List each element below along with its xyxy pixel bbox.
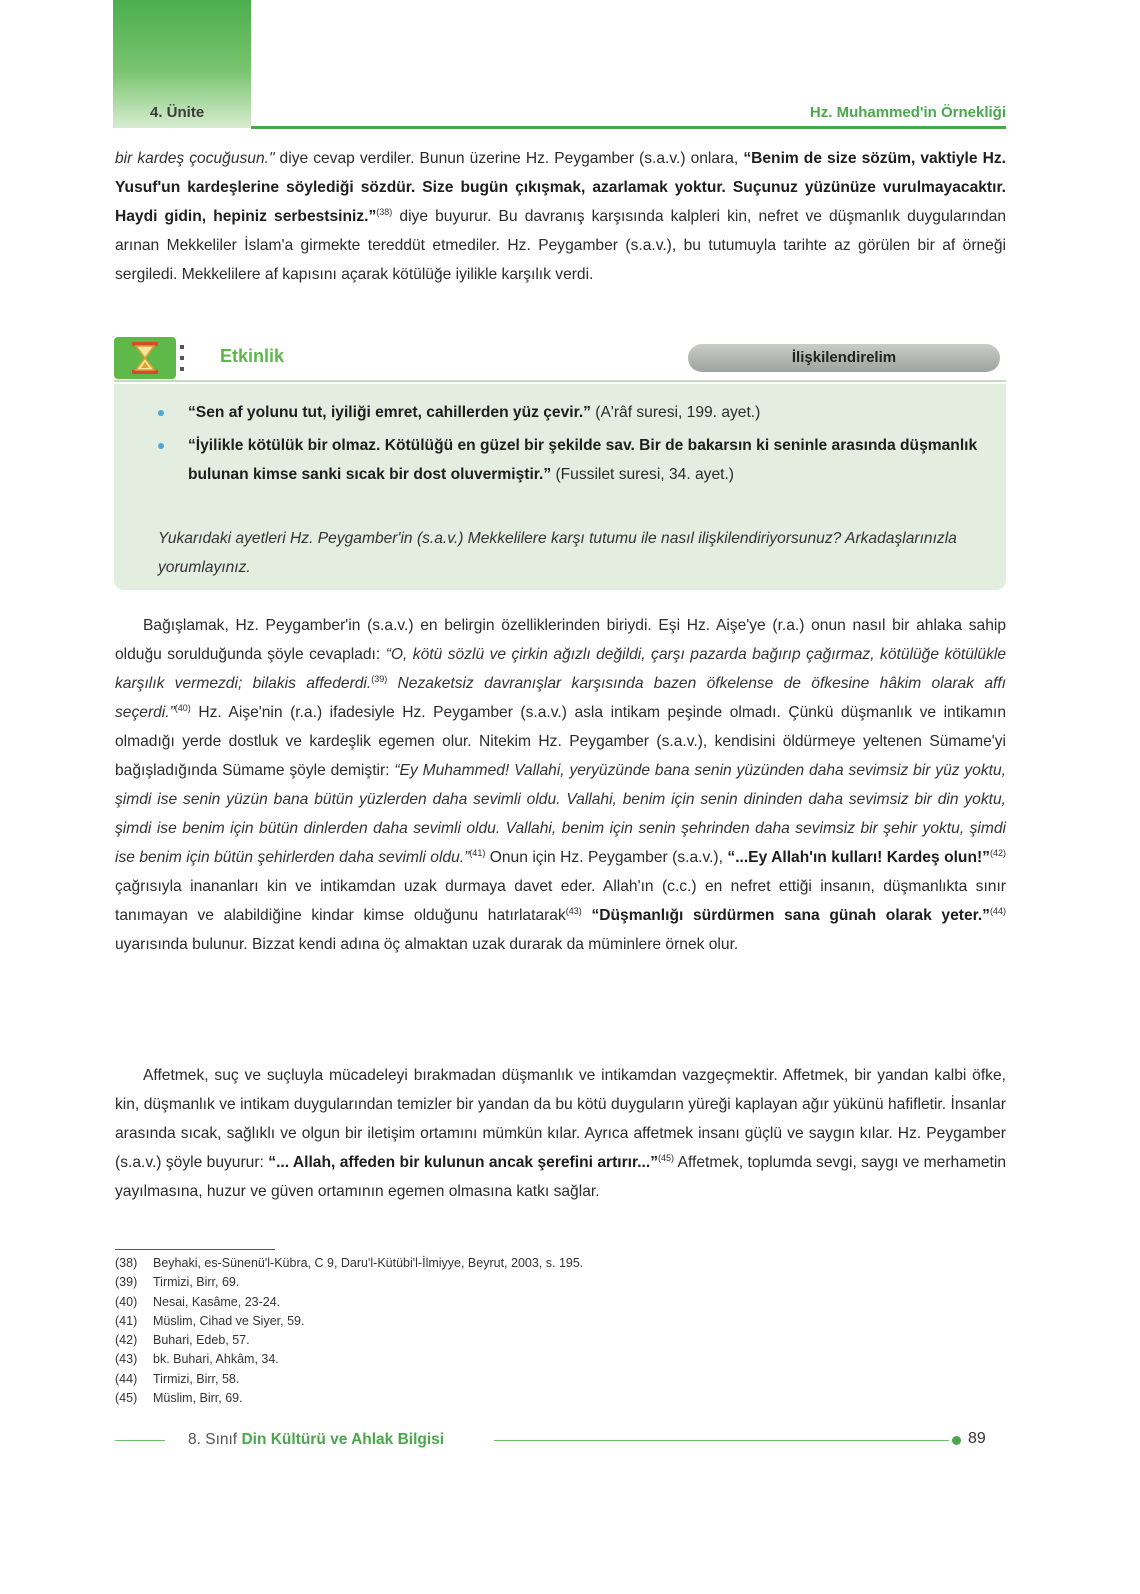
verse-text: “Sen af yolunu tut, iyiliği emret, cahillerden yüz çevir.” [188,404,591,421]
hadith-quote: “... Allah, affeden bir kulunun ancak şerefini artırır...” [268,1154,658,1171]
header-divider [251,126,1006,129]
text-run: Affetmek, suç ve suçluyla mücadeleyi bırakmadan düşmanlık ve intikamdan vazgeçmektir. Affetmek, bir yandan kalbi öfke, kin, düşmanlık ve intikam duygularından temizler bir yandan da bu kötü duyguların yüreği kaplayan ağır yükünü hafifletir. İnsanlar arasında sıcak, sağlıklı ve olgun bir iletişim ortamını mümkün kılar. Ayrıca affetmek insanı güçlü ve saygın kılar. Hz. Peygamber (s.a.v.) şöyle buyurur: [115,1067,1006,1171]
footer-title [188,1431,444,1449]
page-number: 89 [968,1430,986,1447]
list-item [114,431,1006,489]
activity-title: Etkinlik [220,346,285,366]
footnote-item: (41) Müslim, Cihad ve Siyer, 59. [115,1313,305,1328]
hadith-quote: “...Ey Allah'ın kulları! Kardeş olun!” [727,849,990,866]
dots-icon [180,345,188,371]
chapter-title: Hz. Muhammed'in Örnekliği [809,104,1006,121]
quote-aisha: “O, kötü sözlü ve çirkin ağızlı değildi, çarşı pazarda bağırıp çağırmaz, kötülüğe kötülükle karşılık vermezdi; bilakis affederdi. [115,646,1006,692]
text-run: diye cevap verdiler. Bunun üzerine Hz. Peygamber (s.a.v.) onlara, [274,150,744,167]
verse-text: “İyilikle kötülük bir olmaz. Kötülüğü en güzel bir şekilde sav. Bir de bakarsın ki seninle arasında düşmanlık bulunan kimse sanki sıcak bir dost oluvermiştir.” [188,437,978,483]
verse-list [114,398,1006,493]
activity-label: İlişkilendirelim [791,349,897,366]
footer-grade: 8. Sınıf [188,1431,238,1448]
paragraph-1 [115,144,1006,289]
paragraph-3 [115,1061,1006,1206]
unit-label: 4. Ünite [150,104,205,121]
activity-icon-box [114,337,176,379]
hadith-quote: “Düşmanlığı sürdürmen sana günah olarak yeter.” [581,907,990,924]
bullet-icon [158,410,164,416]
footer-rule-left [115,1440,165,1441]
text-run: Affetmek, toplumda sevgi, saygı ve merhametin yayılmasına, huzur ve güven ortamının egemen olmasına katkı sağlar. [115,1154,1006,1200]
footnote-ref: (39) [371,673,388,684]
footnote-ref: (43) [565,905,582,916]
paragraph-2 [115,611,1006,959]
text-run: Bağışlamak, Hz. Peygamber'in (s.a.v.) en belirgin özelliklerinden biriydi. Eşi Hz. Aişe'ye (r.a.) onun nasıl bir ahlaka sahip olduğu sorulduğunda şöyle cevapladı: [115,617,1006,663]
verse-ref: (Fussilet suresi, 34. ayet.) [551,466,734,483]
list-item [114,398,1006,427]
activity-header [114,337,1006,379]
activity-question: Yukarıdaki ayetleri Hz. Peygamber'in (s.a.v.) Mekkelilere karşı tutumu ile nasıl ilişkilendiriyorsunuz? Arkadaşlarınızla yorumlayınız. [158,530,957,576]
activity-box [114,384,1006,590]
footnote-ref: (40) [174,702,191,713]
quote-end: bir kardeş çocuğusun." [115,150,275,167]
text-run: uyarısında bulunur. Bizzat kendi adına öç almaktan uzak durarak da müminlere örnek olur. [115,936,739,953]
activity-label-bar [688,344,1000,372]
footnote-item: (39) Tirmizi, Birr, 69. [115,1275,240,1290]
footnote-item: (40) Nesai, Kasâme, 23-24. [115,1294,281,1309]
text-run: çağrısıyla inananları kin ve intikamdan uzak durmaya davet eder. Allah'ın (c.c.) en nefret ettiği insanın, düşmanlıkta sınır tanımayan ve alabildiğine kindar kimse olduğunu hatırlatarak [115,878,1006,924]
footnote-ref: (44) [989,905,1006,916]
quote-aisha-cont: Nezaketsiz davranışlar karşısında bazen öfkelense de öfkesine hâkim olarak affı seçerdi.” [115,675,1006,721]
footnote-ref: (45) [658,1152,675,1163]
verse-ref: (A'râf suresi, 199. ayet.) [590,404,761,421]
footnotes [115,1254,583,1408]
text-run: Onun için Hz. Peygamber (s.a.v.), [485,849,728,866]
footer-subject: Din Kültürü ve Ahlak Bilgisi [241,1431,445,1448]
activity-divider [114,380,1006,382]
footnote-ref: (42) [989,847,1006,858]
footer-rule-right [494,1440,949,1441]
text-run: Hz. Aişe'nin (r.a.) ifadesiyle Hz. Peygamber (s.a.v.) asla intikam peşinde olmadı. Çünkü düşmanlık ve intikamın olmadığı yerde dostluk ve kardeşlik egemen olur. Nitekim Hz. Peygamber (s.a.v.), kendisini öldürmeye yeltenen Sümame'yi bağışladığında Sümame şöyle demiştir: [115,704,1006,779]
footnote-ref: (38) [376,206,393,217]
footnote-item: (44) Tirmizi, Birr, 58. [115,1371,240,1386]
hourglass-icon [131,342,159,374]
footnote-ref: (41) [469,847,486,858]
bullet-icon [158,443,164,449]
hadith-quote: “Benim de size sözüm, vaktiyle Hz. Yusuf'un kardeşlerine söylediği sözdür. Size bugün çıkışmak, azarlamak yoktur. Suçunuz yüzünüze vurulmayacaktır. Haydi gidin, hepiniz serbestsiniz.” [115,150,1006,225]
footer-dot [952,1436,961,1445]
footnote-item: (38) Beyhaki, es-Sünenü'l-Kübra, C 9, Daru'l-Kütübi'l-İlmiyye, Beyrut, 2003, s. 195. [115,1256,584,1270]
quote-sumame: “Ey Muhammed! Vallahi, yeryüzünde bana senin yüzünden daha sevimsiz bir yüz yoktu, şimdi ise senin yüzün bana bütün yüzlerden daha sevimli oldu. Vallahi, benim için senin dininden daha sevimsiz bir din yoktu, şimdi ise benim için bütün dinlerden daha sevimli oldu. Vallahi, benim için senin şehrinden daha sevimsiz bir şehir yoktu, şimdi ise benim için bütün şehirlerden daha sevimli oldu.” [115,762,1006,866]
footnote-item: (42) Buhari, Edeb, 57. [115,1333,250,1348]
footnote-item: (45) Müslim, Birr, 69. [115,1391,243,1406]
text-run: diye buyurur. Bu davranış karşısında kalpleri kin, nefret ve düşmanlık duygularından arınan Mekkeliler İslam'a girmekte tereddüt etmediler. Hz. Peygamber (s.a.v.), bu tutumuyla tarihte az görülen bir af örneği sergiledi. Mekkelilere af kapısını açarak kötülüğe iyilikle karşılık verdi. [115,208,1006,283]
footnote-item: (43) bk. Buhari, Ahkâm, 34. [115,1352,279,1367]
footnote-divider [115,1249,275,1250]
